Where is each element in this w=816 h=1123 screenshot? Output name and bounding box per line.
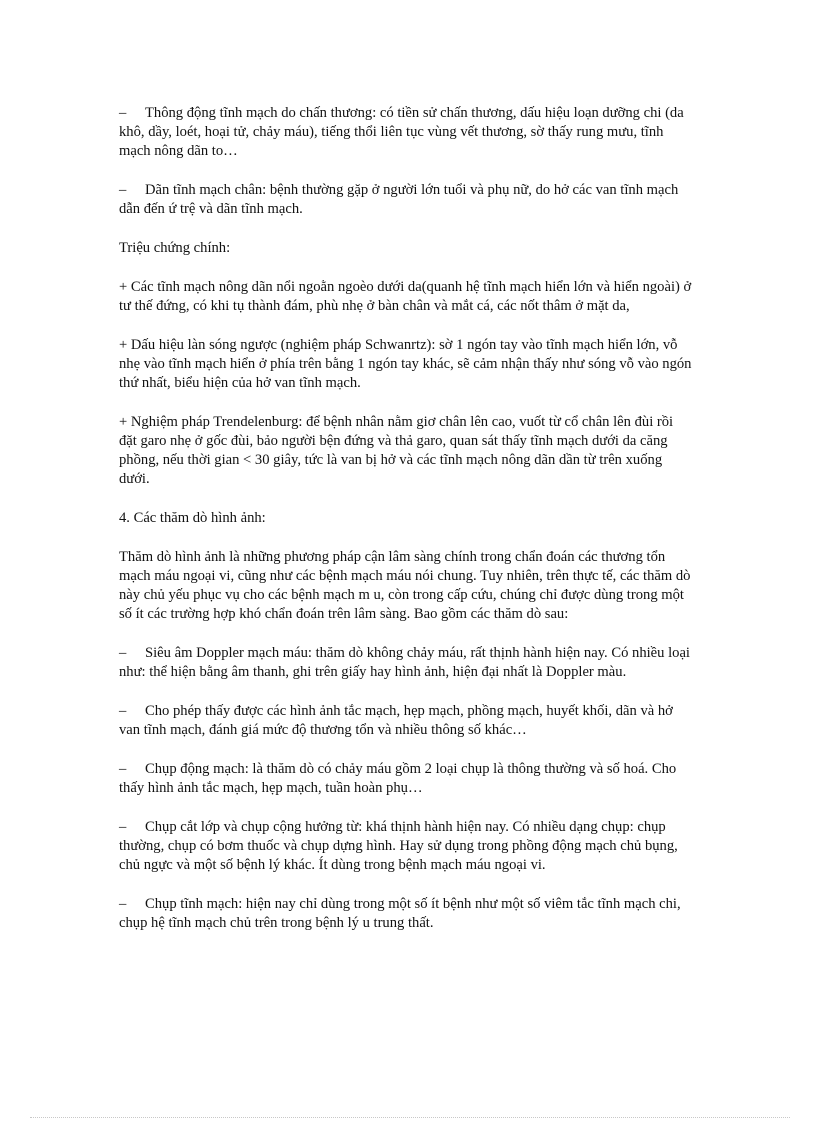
dash-marker: – [119, 645, 127, 662]
paragraph-text: + Dấu hiệu làn sóng ngược (nghiệm pháp Schwanrtz): sờ 1 ngón tay vào tĩnh mạch hiển lớn, vỗ nhẹ vào tĩnh mạch hiển ở phía trên bằng 1 ngón tay khác, sẽ cảm nhận thấy như sóng vỗ vào ngón thứ nhất, biểu hiện của hở van tĩnh mạch. [119, 336, 692, 392]
paragraph-text: Chụp cắt lớp và chụp cộng hưởng từ: khá thịnh hành hiện nay. Có nhiều dạng chụp: chụp thường, chụp có bơm thuốc và chụp dựng hình. Hay sử dụng trong phồng động mạch chủ bụng, chủ ngực và một số bệnh lý khác. Ít dùng trong bệnh mạch máu ngoại vi. [119, 818, 678, 874]
dash-marker: – [119, 182, 127, 199]
paragraph-text: Thăm dò hình ảnh là những phương pháp cận lâm sàng chính trong chẩn đoán các thương tổn mạch máu ngoại vi, cũng như các bệnh mạch máu nói chung. Tuy nhiên, trên thực tế, các thăm dò này chủ yếu phục vụ cho các bệnh mạch m u, còn trong cấp cứu, chúng chỉ được dùng trong một số ít các trường hợp khó chẩn đoán trên lâm sàng. Bao gồm các thăm dò sau: [119, 548, 691, 623]
paragraph-varicose-veins [119, 181, 694, 219]
paragraph-text: + Các tĩnh mạch nông dãn nổi ngoằn ngoèo dưới da(quanh hệ tĩnh mạch hiển lớn và hiển ngoài) ở tư thế đứng, có khi tụ thành đám, phù nhẹ ở bàn chân và mắt cá, các nốt thâm ở mặt da, [119, 278, 692, 314]
paragraph-text: Chụp động mạch: là thăm dò có chảy máu gồm 2 loại chụp là thông thường và số hoá. Cho thấy hình ảnh tắc mạch, hẹp mạch, tuần hoàn phụ… [119, 760, 677, 797]
paragraph-text: + Nghiệm pháp Trendelenburg: để bệnh nhân nằm giơ chân lên cao, vuốt từ cổ chân lên đùi rồi đặt garo nhẹ ở gốc đùi, bảo người bện đứng và thả garo, quan sát thấy tĩnh mạch dưới da căng phồng, nếu thời gian < 30 giây, tức là van bị hở và các tĩnh mạch nông dãn dần từ trên xuống dưới. [119, 413, 674, 488]
dash-marker: – [119, 895, 127, 912]
paragraph-text: Thông động tĩnh mạch do chấn thương: có tiền sử chấn thương, dấu hiệu loạn dưỡng chi (da khô, dầy, loét, hoại tử, chảy máu), tiếng thổi liên tục vùng vết thương, sờ thấy rung mưu, tĩnh mạch nông dãn to… [119, 105, 684, 160]
paragraph-text: Cho phép thấy được các hình ảnh tắc mạch, hẹp mạch, phồng mạch, huyết khối, dãn và hở van tĩnh mạch, đánh giá mức độ thương tổn và nhiều thông số khác… [119, 702, 673, 739]
paragraph-text: Chụp tĩnh mạch: hiện nay chỉ dùng trong một số ít bệnh như một số viêm tắc tĩnh mạch chi, chụp hệ tĩnh mạch chủ trên trong bệnh lý u trung thất. [119, 895, 681, 932]
paragraph-doppler [119, 644, 694, 682]
paragraph-symptom-superficial-veins [119, 278, 694, 316]
paragraph-symptom-reflux-wave [119, 336, 694, 394]
document-body [119, 104, 694, 953]
paragraph-doppler-findings [119, 702, 694, 740]
paragraph-main-symptoms-heading [119, 239, 694, 258]
paragraph-arteriovenous-fistula [119, 104, 694, 162]
paragraph-text: 4. Các thăm dò hình ảnh: [119, 510, 266, 527]
paragraph-text: Siêu âm Doppler mạch máu: thăm dò không chảy máu, rất thịnh hành hiện nay. Có nhiều loại như: thể hiện bằng âm thanh, ghi trên giấy hay hình ảnh, hiện đại nhất là Doppler màu. [119, 645, 690, 681]
paragraph-angiography [119, 760, 694, 798]
paragraph-imaging-intro [119, 548, 694, 625]
dash-marker: – [119, 818, 127, 835]
section-heading-imaging [119, 509, 694, 528]
paragraph-text: Triệu chứng chính: [119, 240, 231, 257]
paragraph-symptom-trendelenburg [119, 413, 694, 490]
dash-marker: – [119, 105, 127, 121]
paragraph-text: Dãn tĩnh mạch chân: bệnh thường gặp ở người lớn tuổi và phụ nữ, do hở các van tĩnh mạch dẫn đến ứ trệ và dãn tĩnh mạch. [119, 182, 679, 218]
dash-marker: – [119, 702, 127, 719]
page-bottom-divider [30, 1117, 790, 1118]
paragraph-ct-mri [119, 818, 694, 876]
dash-marker: – [119, 760, 127, 777]
paragraph-venography [119, 895, 694, 933]
